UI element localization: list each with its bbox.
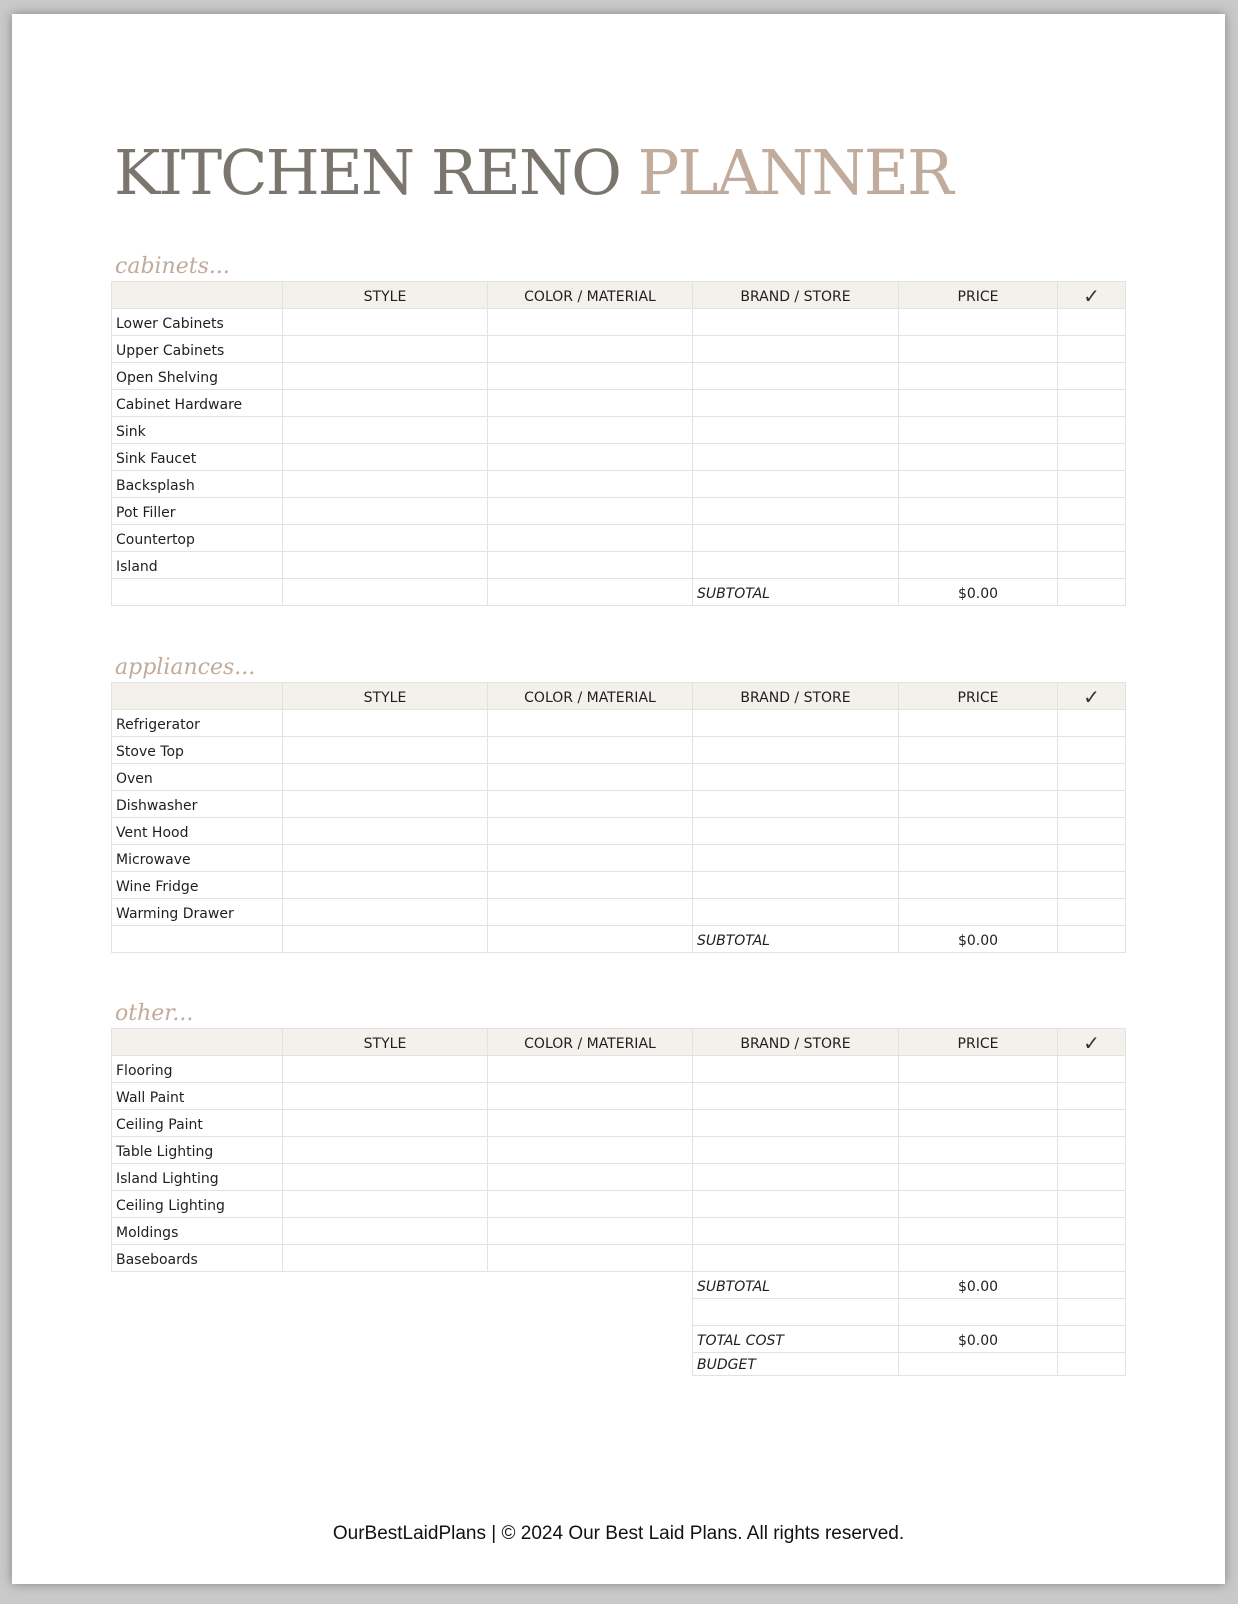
brand-store-cell[interactable]	[693, 417, 899, 444]
subtotal-label: SUBTOTAL	[693, 926, 899, 953]
price-cell[interactable]	[899, 1083, 1058, 1110]
price-cell[interactable]	[899, 363, 1058, 390]
style-cell[interactable]	[283, 872, 488, 899]
table-row	[112, 309, 1126, 336]
empty-cell	[488, 579, 693, 606]
title-part-1: KITCHEN RENO	[114, 136, 620, 209]
table-row	[112, 552, 1126, 579]
subtotal-value: $0.00	[899, 1272, 1058, 1299]
price-cell[interactable]	[899, 444, 1058, 471]
appliances-table	[111, 682, 1126, 953]
color-material-cell[interactable]	[488, 872, 693, 899]
color-material-cell[interactable]	[488, 1245, 693, 1272]
empty-cell	[899, 1299, 1058, 1326]
color-material-cell[interactable]	[488, 1083, 693, 1110]
table-row	[112, 1218, 1126, 1245]
check-cell[interactable]	[1058, 737, 1126, 764]
check-cell[interactable]	[1058, 710, 1126, 737]
color-material-cell[interactable]	[488, 525, 693, 552]
brand-store-cell[interactable]	[693, 336, 899, 363]
table-row	[112, 872, 1126, 899]
brand-store-cell[interactable]	[693, 791, 899, 818]
check-cell[interactable]	[1058, 764, 1126, 791]
planner-page	[12, 14, 1225, 1584]
price-cell[interactable]	[899, 309, 1058, 336]
color-material-cell[interactable]	[488, 417, 693, 444]
price-cell[interactable]	[899, 525, 1058, 552]
item-label: Vent Hood	[112, 818, 283, 845]
style-cell[interactable]	[283, 498, 488, 525]
budget-value[interactable]	[899, 1353, 1058, 1376]
check-cell[interactable]	[1058, 1110, 1126, 1137]
price-cell[interactable]	[899, 1056, 1058, 1083]
price-cell[interactable]	[899, 1218, 1058, 1245]
check-cell[interactable]	[1058, 525, 1126, 552]
table-row	[112, 525, 1126, 552]
subtotal-label: SUBTOTAL	[693, 579, 899, 606]
brand-store-cell[interactable]	[693, 1164, 899, 1191]
other-table	[111, 1028, 1126, 1376]
color-material-cell[interactable]	[488, 1218, 693, 1245]
empty-cell	[112, 926, 283, 953]
style-cell[interactable]	[283, 471, 488, 498]
cabinets-table	[111, 281, 1126, 606]
item-label: Ceiling Paint	[112, 1110, 283, 1137]
header-style: STYLE	[283, 683, 488, 710]
price-cell[interactable]	[899, 336, 1058, 363]
brand-store-cell[interactable]	[693, 471, 899, 498]
check-cell[interactable]	[1058, 363, 1126, 390]
brand-store-cell[interactable]	[693, 872, 899, 899]
check-cell[interactable]	[1058, 1218, 1126, 1245]
style-cell[interactable]	[283, 1137, 488, 1164]
style-cell[interactable]	[283, 899, 488, 926]
item-label: Wall Paint	[112, 1083, 283, 1110]
style-cell[interactable]	[283, 1056, 488, 1083]
table-header-row	[112, 1029, 1126, 1056]
brand-store-cell[interactable]	[693, 737, 899, 764]
item-label: Countertop	[112, 525, 283, 552]
header-brand-store: BRAND / STORE	[693, 282, 899, 309]
brand-store-cell[interactable]	[693, 1191, 899, 1218]
check-cell[interactable]	[1058, 1164, 1126, 1191]
style-cell[interactable]	[283, 336, 488, 363]
style-cell[interactable]	[283, 309, 488, 336]
brand-store-cell[interactable]	[693, 1083, 899, 1110]
style-cell[interactable]	[283, 552, 488, 579]
header-brand-store: BRAND / STORE	[693, 1029, 899, 1056]
empty-cell	[488, 1272, 693, 1299]
price-cell[interactable]	[899, 471, 1058, 498]
table-header-row	[112, 683, 1126, 710]
table-row	[112, 444, 1126, 471]
section-label-appliances: appliances...	[115, 655, 256, 680]
brand-store-cell[interactable]	[693, 1110, 899, 1137]
table-row	[112, 845, 1126, 872]
style-cell[interactable]	[283, 791, 488, 818]
check-cell[interactable]	[1058, 471, 1126, 498]
color-material-cell[interactable]	[488, 818, 693, 845]
subtotal-label: SUBTOTAL	[693, 1272, 899, 1299]
brand-store-cell[interactable]	[693, 309, 899, 336]
price-cell[interactable]	[899, 737, 1058, 764]
price-cell[interactable]	[899, 791, 1058, 818]
item-label: Lower Cabinets	[112, 309, 283, 336]
brand-store-cell[interactable]	[693, 1137, 899, 1164]
brand-store-cell[interactable]	[693, 552, 899, 579]
table-row	[112, 363, 1126, 390]
color-material-cell[interactable]	[488, 899, 693, 926]
style-cell[interactable]	[283, 390, 488, 417]
table-row	[112, 1056, 1126, 1083]
item-label: Refrigerator	[112, 710, 283, 737]
item-label: Open Shelving	[112, 363, 283, 390]
style-cell[interactable]	[283, 1164, 488, 1191]
subtotal-value: $0.00	[899, 926, 1058, 953]
item-label: Backsplash	[112, 471, 283, 498]
price-cell[interactable]	[899, 1164, 1058, 1191]
header-item-cell	[112, 683, 283, 710]
table-row	[112, 498, 1126, 525]
table-row	[112, 336, 1126, 363]
total-cost-value: $0.00	[899, 1326, 1058, 1353]
price-cell[interactable]	[899, 552, 1058, 579]
item-label: Cabinet Hardware	[112, 390, 283, 417]
color-material-cell[interactable]	[488, 363, 693, 390]
item-label: Pot Filler	[112, 498, 283, 525]
price-cell[interactable]	[899, 417, 1058, 444]
item-label: Island	[112, 552, 283, 579]
price-cell[interactable]	[899, 872, 1058, 899]
empty-cell	[283, 1326, 488, 1353]
check-cell[interactable]	[1058, 1056, 1126, 1083]
check-cell[interactable]	[1058, 872, 1126, 899]
color-material-cell[interactable]	[488, 737, 693, 764]
table-row	[112, 737, 1126, 764]
empty-cell	[1058, 1299, 1126, 1326]
empty-cell	[112, 1353, 283, 1376]
footer-copyright: OurBestLaidPlans | © 2024 Our Best Laid Plans. All rights reserved.	[332, 1523, 905, 1544]
empty-cell	[1058, 1353, 1126, 1376]
empty-cell	[112, 579, 283, 606]
check-cell[interactable]	[1058, 552, 1126, 579]
empty-cell	[112, 1299, 283, 1326]
empty-cell	[488, 926, 693, 953]
table-row	[112, 390, 1126, 417]
item-label: Wine Fridge	[112, 872, 283, 899]
table-row	[112, 764, 1126, 791]
item-label: Island Lighting	[112, 1164, 283, 1191]
empty-cell	[112, 1272, 283, 1299]
color-material-cell[interactable]	[488, 498, 693, 525]
brand-store-cell[interactable]	[693, 1056, 899, 1083]
table-row	[112, 818, 1126, 845]
price-cell[interactable]	[899, 818, 1058, 845]
empty-cell	[283, 579, 488, 606]
price-cell[interactable]	[899, 899, 1058, 926]
check-cell[interactable]	[1058, 791, 1126, 818]
header-color-material: COLOR / MATERIAL	[488, 282, 693, 309]
brand-store-cell[interactable]	[693, 764, 899, 791]
price-cell[interactable]	[899, 1137, 1058, 1164]
table-row	[112, 710, 1126, 737]
color-material-cell[interactable]	[488, 1164, 693, 1191]
price-cell[interactable]	[899, 845, 1058, 872]
total-cost-label: TOTAL COST	[693, 1326, 899, 1353]
brand-store-cell[interactable]	[693, 710, 899, 737]
table-row	[112, 471, 1126, 498]
brand-store-cell[interactable]	[693, 444, 899, 471]
style-cell[interactable]	[283, 737, 488, 764]
budget-label: BUDGET	[693, 1353, 899, 1376]
item-label: Moldings	[112, 1218, 283, 1245]
price-cell[interactable]	[899, 498, 1058, 525]
header-brand-store: BRAND / STORE	[693, 683, 899, 710]
title-part-2: PLANNER	[637, 136, 952, 209]
price-cell[interactable]	[899, 1110, 1058, 1137]
checkmark-icon: ✓	[1058, 683, 1126, 710]
style-cell[interactable]	[283, 363, 488, 390]
color-material-cell[interactable]	[488, 390, 693, 417]
checkmark-icon: ✓	[1058, 282, 1126, 309]
check-cell[interactable]	[1058, 498, 1126, 525]
brand-store-cell[interactable]	[693, 818, 899, 845]
style-cell[interactable]	[283, 710, 488, 737]
header-style: STYLE	[283, 1029, 488, 1056]
color-material-cell[interactable]	[488, 309, 693, 336]
price-cell[interactable]	[899, 1245, 1058, 1272]
subtotal-row	[112, 579, 1126, 606]
empty-cell	[1058, 579, 1126, 606]
color-material-cell[interactable]	[488, 791, 693, 818]
item-label: Baseboards	[112, 1245, 283, 1272]
header-color-material: COLOR / MATERIAL	[488, 1029, 693, 1056]
empty-cell	[112, 1326, 283, 1353]
empty-cell	[283, 926, 488, 953]
style-cell[interactable]	[283, 1245, 488, 1272]
table-row	[112, 1110, 1126, 1137]
brand-store-cell[interactable]	[693, 1218, 899, 1245]
empty-cell	[283, 1272, 488, 1299]
subtotal-row	[112, 926, 1126, 953]
style-cell[interactable]	[283, 845, 488, 872]
brand-store-cell[interactable]	[693, 525, 899, 552]
item-label: Stove Top	[112, 737, 283, 764]
item-label: Sink	[112, 417, 283, 444]
item-label: Upper Cabinets	[112, 336, 283, 363]
color-material-cell[interactable]	[488, 471, 693, 498]
empty-cell	[283, 1353, 488, 1376]
total-cost-row	[112, 1326, 1126, 1353]
color-material-cell[interactable]	[488, 1191, 693, 1218]
style-cell[interactable]	[283, 417, 488, 444]
table-row	[112, 1191, 1126, 1218]
color-material-cell[interactable]	[488, 845, 693, 872]
budget-row	[112, 1353, 1126, 1376]
brand-store-cell[interactable]	[693, 845, 899, 872]
style-cell[interactable]	[283, 1218, 488, 1245]
item-label: Ceiling Lighting	[112, 1191, 283, 1218]
brand-store-cell[interactable]	[693, 390, 899, 417]
price-cell[interactable]	[899, 390, 1058, 417]
color-material-cell[interactable]	[488, 710, 693, 737]
price-cell[interactable]	[899, 710, 1058, 737]
color-material-cell[interactable]	[488, 764, 693, 791]
empty-cell	[1058, 1272, 1126, 1299]
item-label: Table Lighting	[112, 1137, 283, 1164]
table-row	[112, 1245, 1126, 1272]
style-cell[interactable]	[283, 818, 488, 845]
check-cell[interactable]	[1058, 1083, 1126, 1110]
color-material-cell[interactable]	[488, 444, 693, 471]
color-material-cell[interactable]	[488, 336, 693, 363]
color-material-cell[interactable]	[488, 1056, 693, 1083]
check-cell[interactable]	[1058, 1137, 1126, 1164]
section-label-other: other...	[115, 1001, 194, 1026]
page-title	[114, 136, 952, 209]
check-cell[interactable]	[1058, 845, 1126, 872]
empty-cell	[283, 1299, 488, 1326]
check-cell[interactable]	[1058, 417, 1126, 444]
header-item-cell	[112, 282, 283, 309]
check-cell[interactable]	[1058, 444, 1126, 471]
check-cell[interactable]	[1058, 390, 1126, 417]
style-cell[interactable]	[283, 1110, 488, 1137]
style-cell[interactable]	[283, 1191, 488, 1218]
empty-cell	[1058, 926, 1126, 953]
checkmark-icon: ✓	[1058, 1029, 1126, 1056]
empty-cell	[488, 1353, 693, 1376]
empty-cell	[488, 1299, 693, 1326]
item-label: Flooring	[112, 1056, 283, 1083]
table-row	[112, 417, 1126, 444]
table-row	[112, 1137, 1126, 1164]
check-cell[interactable]	[1058, 818, 1126, 845]
color-material-cell[interactable]	[488, 552, 693, 579]
brand-store-cell[interactable]	[693, 1245, 899, 1272]
check-cell[interactable]	[1058, 1191, 1126, 1218]
check-cell[interactable]	[1058, 336, 1126, 363]
header-price: PRICE	[899, 683, 1058, 710]
item-label: Sink Faucet	[112, 444, 283, 471]
item-label: Oven	[112, 764, 283, 791]
table-header-row	[112, 282, 1126, 309]
table-row	[112, 791, 1126, 818]
subtotal-row	[112, 1272, 1126, 1299]
item-label: Dishwasher	[112, 791, 283, 818]
style-cell[interactable]	[283, 444, 488, 471]
subtotal-value: $0.00	[899, 579, 1058, 606]
empty-cell	[488, 1326, 693, 1353]
empty-cell	[693, 1299, 899, 1326]
empty-cell	[1058, 1326, 1126, 1353]
section-label-cabinets: cabinets...	[115, 254, 230, 279]
color-material-cell[interactable]	[488, 1110, 693, 1137]
style-cell[interactable]	[283, 1083, 488, 1110]
table-row	[112, 899, 1126, 926]
style-cell[interactable]	[283, 525, 488, 552]
header-item-cell	[112, 1029, 283, 1056]
table-row	[112, 1164, 1126, 1191]
table-row	[112, 1083, 1126, 1110]
brand-store-cell[interactable]	[693, 498, 899, 525]
color-material-cell[interactable]	[488, 1137, 693, 1164]
header-style: STYLE	[283, 282, 488, 309]
item-label: Warming Drawer	[112, 899, 283, 926]
price-cell[interactable]	[899, 764, 1058, 791]
price-cell[interactable]	[899, 1191, 1058, 1218]
header-color-material: COLOR / MATERIAL	[488, 683, 693, 710]
brand-store-cell[interactable]	[693, 363, 899, 390]
style-cell[interactable]	[283, 764, 488, 791]
spacer-row	[112, 1299, 1126, 1326]
brand-store-cell[interactable]	[693, 899, 899, 926]
check-cell[interactable]	[1058, 309, 1126, 336]
header-price: PRICE	[899, 1029, 1058, 1056]
header-price: PRICE	[899, 282, 1058, 309]
check-cell[interactable]	[1058, 899, 1126, 926]
item-label: Microwave	[112, 845, 283, 872]
check-cell[interactable]	[1058, 1245, 1126, 1272]
